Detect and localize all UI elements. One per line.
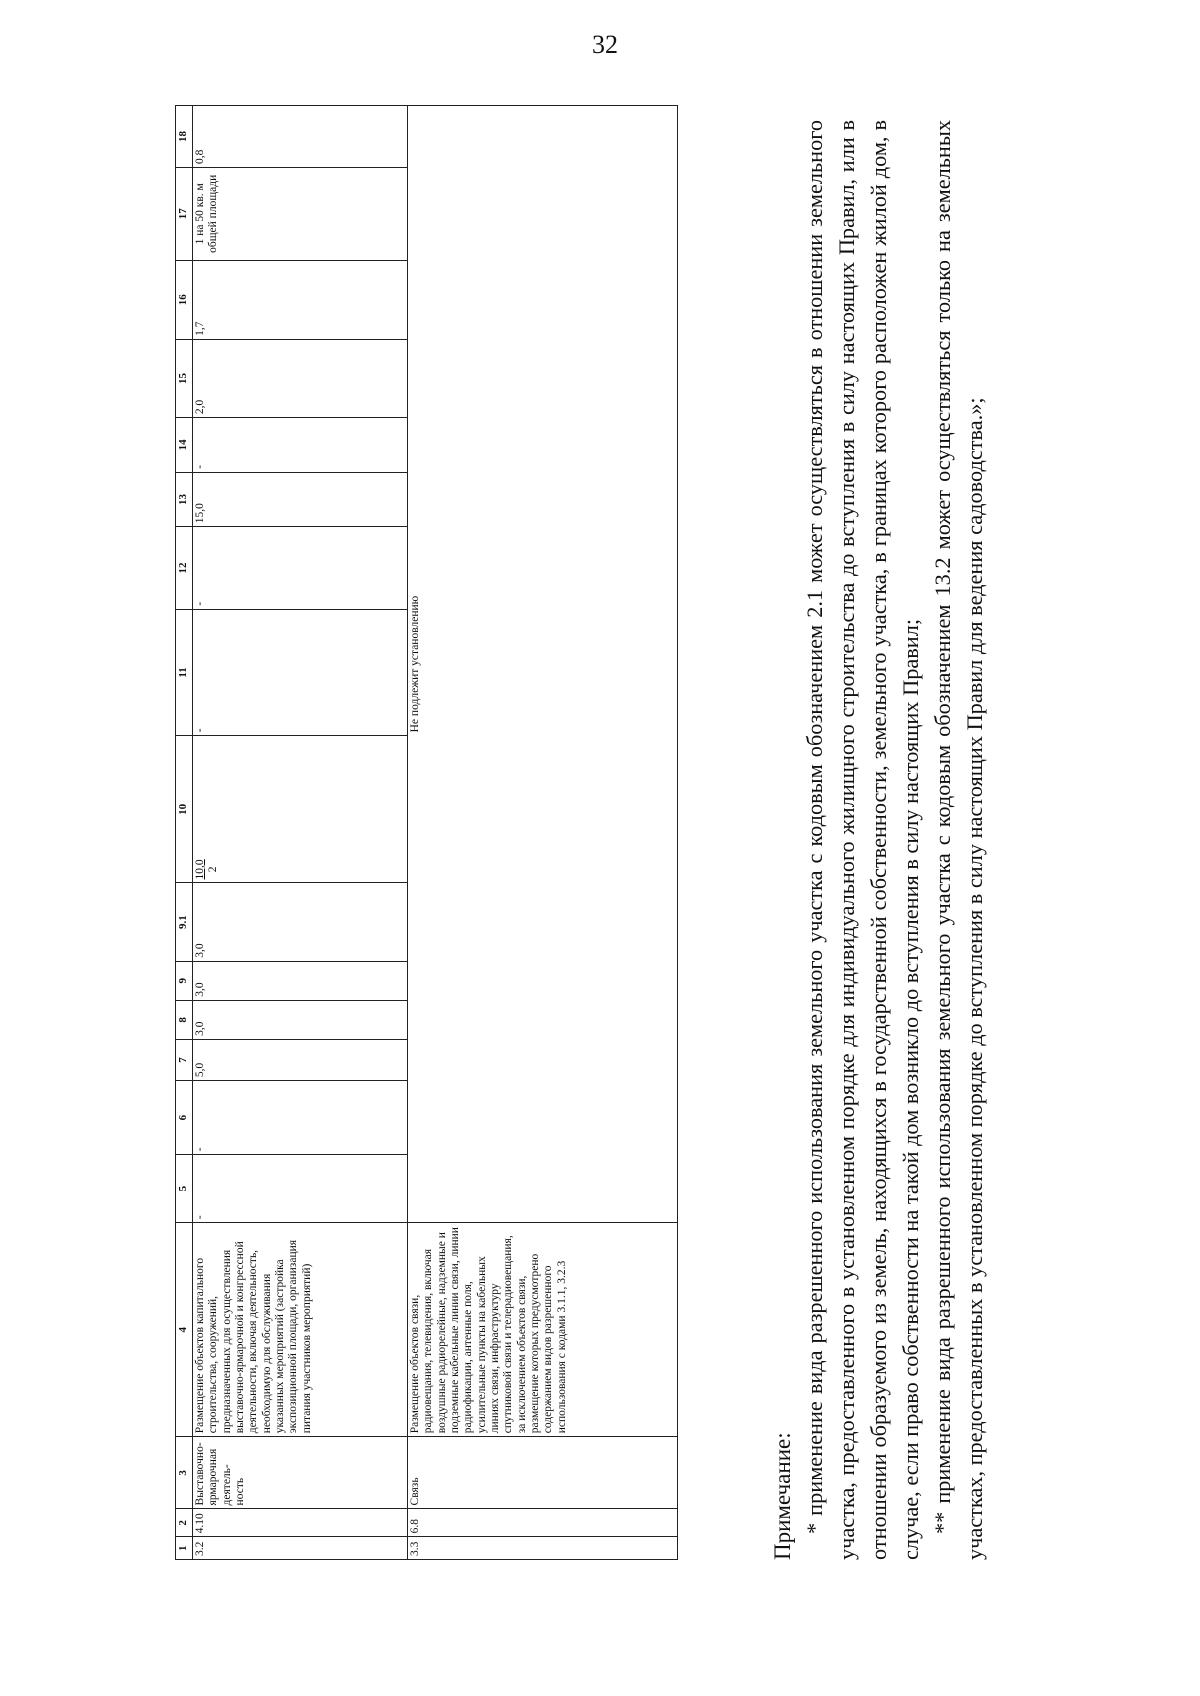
col-header: 14 (176, 418, 193, 473)
col-header: 18 (176, 106, 193, 168)
value-cell: 5,0 (193, 1039, 408, 1080)
col-header: 8 (176, 1000, 193, 1039)
col-header: 5 (176, 1155, 193, 1223)
table-row (193, 106, 408, 1560)
use-name-cell: Выставочно-ярмарочная деятель-ность (193, 1437, 408, 1509)
merged-cell: Не подлежит установлению (408, 106, 678, 1223)
value-cell: - (193, 1155, 408, 1223)
value-cell: 1,7 (193, 260, 408, 339)
fraction (194, 859, 221, 879)
note-paragraph-1: * применение вида разрешенного использования земельного участка с кодовым обозначением 2.1 может осуществляться в отношении земельного участка, предоставленного в установленном порядке для индивидуального жилищного строительства до вступления в силу настоящих Правил, или в отношении образуемого из земель, находящихся в государственной собственности, земельного участка, в границах которого расположен жилой дом, в случае, если право собственности на такой дом возникло до вступления в силу настоящих Правил; (802, 120, 923, 1560)
col-header: 11 (176, 609, 193, 736)
col-header: 16 (176, 260, 193, 339)
value-cell: 3,0 (193, 883, 408, 961)
note-paragraph-2: ** применение вида разрешенного использования земельного участка с кодовым обозначением 13.2 может осуществляться только на земельных участках, предоставленных в установленном порядке до вступления в силу настоящих Правил для ведения садоводства.»; (930, 120, 987, 1560)
col-header: 1 (176, 1537, 193, 1560)
col-header: 4 (176, 1223, 193, 1437)
value-cell: 2,0 (193, 339, 408, 417)
use-name-cell: Связь (408, 1437, 678, 1509)
value-cell: - (193, 527, 408, 609)
value-cell: - (193, 1081, 408, 1155)
fraction-numerator: 10,0 (194, 859, 206, 880)
col-header: 13 (176, 472, 193, 527)
col-header: 7 (176, 1039, 193, 1080)
value-cell: 15,0 (193, 472, 408, 527)
value-cell: 1 на 50 кв. м общей площади (193, 167, 408, 260)
code-cell: 6.8 (408, 1509, 678, 1537)
code-cell: 4.10 (193, 1509, 408, 1537)
col-header: 9.1 (176, 883, 193, 961)
col-header: 12 (176, 527, 193, 609)
header-row (176, 106, 193, 1560)
value-cell: - (193, 609, 408, 736)
col-header: 15 (176, 339, 193, 417)
col-header: 6 (176, 1081, 193, 1155)
note-heading: Примечание: (770, 1432, 795, 1560)
row-number: 3.3 (408, 1537, 678, 1560)
value-cell: 0,8 (193, 106, 408, 168)
page-number: 32 (592, 30, 618, 59)
value-cell: 3,0 (193, 961, 408, 1000)
fraction-cell (193, 736, 408, 883)
col-header: 3 (176, 1437, 193, 1509)
row-number: 3.2 (193, 1537, 408, 1560)
col-header: 17 (176, 167, 193, 260)
value-cell: - (193, 418, 408, 473)
col-header: 9 (176, 961, 193, 1000)
col-header: 10 (176, 736, 193, 883)
col-header: 2 (176, 1509, 193, 1537)
rotated-content (175, 105, 1075, 1560)
table-row (408, 106, 678, 1560)
regulations-table (175, 105, 678, 1560)
note-section (767, 120, 991, 1560)
value-cell: 3,0 (193, 1000, 408, 1039)
fraction-denominator: 2 (207, 866, 220, 873)
description-cell: Размещение объектов капитального строительства, сооружений, предназначенных для осуществления выставочно-ярмарочной и конгрессной деятельности, включая деятельность, необходимую для обслуживания указанных мероприятий (застройка экспозиционной площади, организация питания участников мероприятий) (193, 1223, 408, 1437)
description-cell: Размещение объектов связи, радиовещания, телевидения, включая воздушные радиорелейные, надземные и подземные кабельные линии связи, линии радиофикации, антенные поля, усилительные пункты на кабельных линиях связи, инфраструктуру спутниковой связи и телерадиовещания, за исключением объектов связи, размещение которых предусмотрено содержанием видов разрешенного использования с кодами 3.1.1, 3.2.3 (408, 1223, 678, 1437)
